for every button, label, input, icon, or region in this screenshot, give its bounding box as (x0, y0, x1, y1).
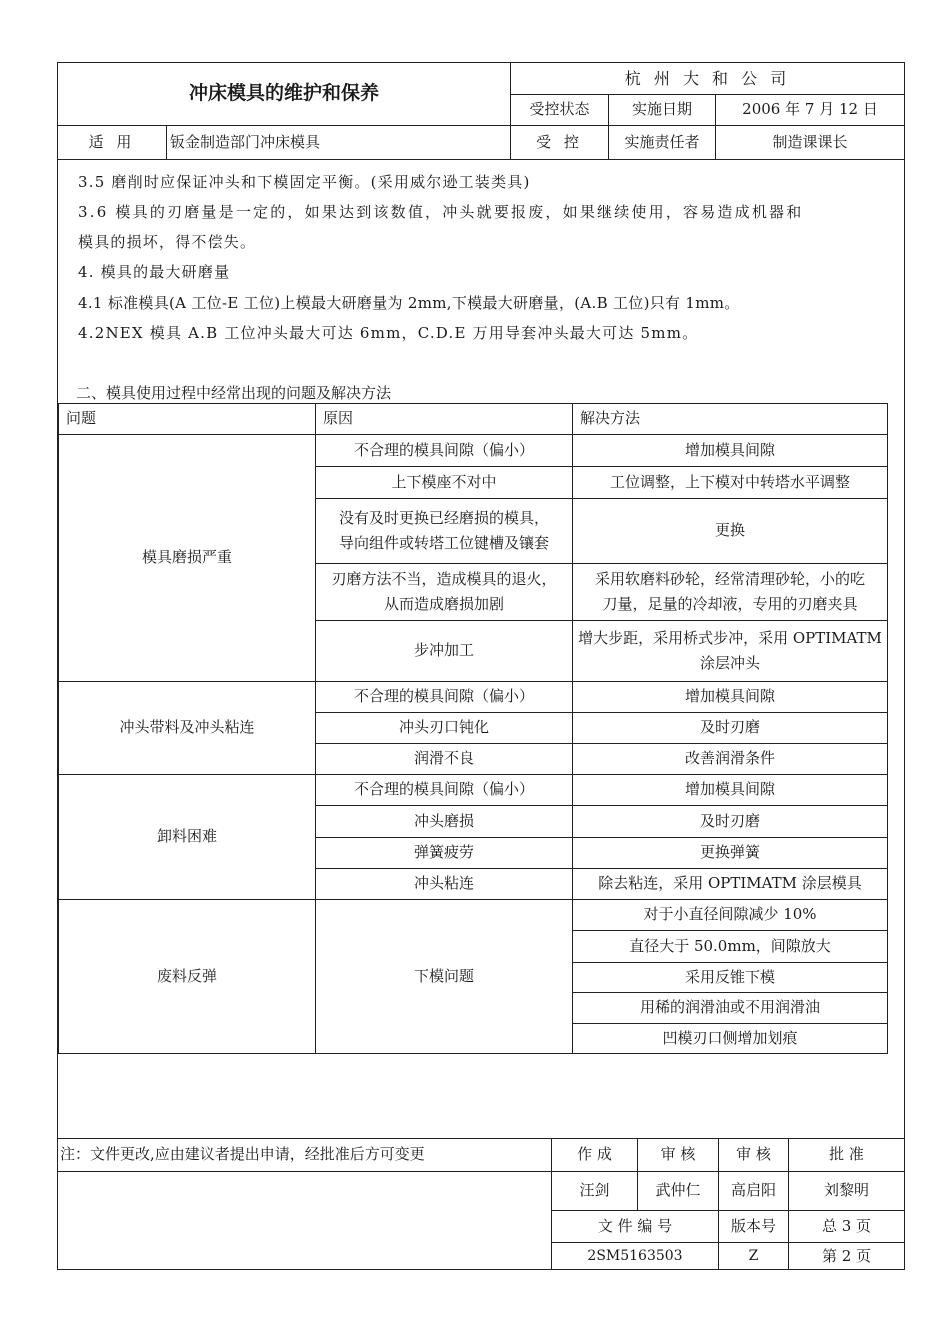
owner-value: 制造课课长 (772, 132, 848, 151)
cause-lower-die: 下模问题 (413, 967, 474, 986)
table-row: 步冲加工 (413, 641, 474, 660)
change-note: 注：文件更改,应由建议者提出申请，经批准后方可变更 (60, 1145, 425, 1164)
owner-label: 实施责任者 (624, 132, 700, 151)
role-reviewer-1: 审 核 (660, 1145, 696, 1164)
scope-label: 适 用 (88, 132, 136, 151)
table-row: 直径大于 50.0mm，间隙放大 (629, 936, 831, 955)
name-reviewer-2: 高启阳 (730, 1181, 776, 1200)
table-row: 及时刃磨 (699, 811, 760, 830)
table-row: 采用反锥下模 (684, 967, 775, 986)
table-row: 冲头刃口钝化 (398, 718, 489, 737)
table-row: 凹模刃口侧增加划痕 (662, 1029, 798, 1048)
body-line-4-1: 4.1 标准模具(A 工位-E 工位)上模最大研磨量为 2mm,下模最大研磨量，(A.B 工位)只有 1mm。 (78, 294, 740, 312)
problem-wear: 模具磨损严重 (141, 548, 232, 567)
col-header-solution: 解决方法 (580, 409, 641, 428)
table-row: 增加模具间隙 (684, 780, 775, 799)
table-row: 对于小直径间隙减少 10% (643, 905, 817, 924)
name-reviewer-1: 武仲仁 (655, 1181, 701, 1200)
effective-date-label: 实施日期 (631, 100, 692, 119)
table-row: 冲头磨损 (413, 811, 474, 830)
table-row: 及时刃磨 (699, 718, 760, 737)
table-row: 没有及时更换已经磨损的模具， 导向组件或转塔工位键槽及镶套 (338, 509, 549, 552)
page-number: 第 2 页 (821, 1246, 872, 1265)
table-row: 增大步距，采用桥式步冲，采用 OPTIMATM 涂层冲头 (578, 629, 882, 672)
body-line-3-6-cont: 模具的损坏，得不偿失。 (78, 233, 257, 251)
role-author: 作 成 (577, 1145, 612, 1164)
table-row: 不合理的模具间隙（偏小） (353, 687, 534, 706)
table-row: 增加模具间隙 (684, 440, 775, 459)
name-approver: 刘黎明 (823, 1181, 869, 1200)
problem-slug-pulling: 废料反弹 (156, 967, 217, 986)
body-line-3-5: 3.5 磨削时应保证冲头和下模固定平衡。(采用威尔逊工装类具) (78, 173, 531, 191)
table-row: 刃磨方法不当，造成模具的退火， 从而造成磨损加剧 (331, 570, 557, 613)
table-row: 除去粘连，采用 OPTIMATM 涂层模具 (598, 874, 862, 893)
version-label: 版本号 (730, 1216, 776, 1235)
table-row: 不合理的模具间隙（偏小） (353, 780, 534, 799)
section-2-title: 二、模具使用过程中经常出现的问题及解决方法 (76, 384, 392, 402)
name-author: 汪剑 (579, 1181, 610, 1200)
table-row: 采用软磨料砂轮，经常清理砂轮，小的吃 刀量，足量的冷却液，专用的刃磨夹具 (594, 570, 865, 613)
col-header-problem: 问题 (66, 409, 97, 428)
table-row: 用稀的润滑油或不用润滑油 (639, 998, 820, 1017)
company-name: 杭 州 大 和 公 司 (624, 68, 791, 88)
table-row: 改善润滑条件 (684, 749, 775, 768)
control-status-label: 受控状态 (529, 100, 590, 119)
table-row: 更换 (714, 521, 745, 540)
table-row: 更换弹簧 (699, 843, 760, 862)
effective-date-value: 2006 年 7 月 12 日 (742, 100, 878, 119)
doc-number-value: 2SM5163503 (587, 1248, 683, 1265)
table-row: 工位调整，上下模对中转塔水平调整 (609, 472, 850, 491)
scope-value: 钣金制造部门冲床模具 (170, 132, 321, 151)
body-line-3-6: 3.6 模具的刃磨量是一定的，如果达到该数值，冲头就要报废，如果继续使用，容易造成机器和 (78, 203, 804, 221)
table-row: 润滑不良 (413, 749, 474, 768)
problem-stripping: 卸料困难 (156, 827, 217, 846)
table-row: 上下模座不对中 (391, 472, 497, 491)
problem-sticking: 冲头带料及冲头粘连 (119, 718, 255, 737)
table-row: 不合理的模具间隙（偏小） (353, 440, 534, 459)
controlled-status: 受 控 (536, 132, 583, 151)
col-header-cause: 原因 (323, 409, 354, 428)
version-value: Z (748, 1248, 759, 1265)
doc-number-label: 文 件 编 号 (597, 1216, 673, 1235)
role-approver: 批 准 (829, 1145, 864, 1164)
body-line-4: 4. 模具的最大研磨量 (78, 263, 231, 281)
document-title: 冲床模具的维护和保养 (188, 82, 379, 105)
table-row: 弹簧疲劳 (413, 843, 474, 862)
table-row: 冲头粘连 (413, 874, 474, 893)
body-line-4-2: 4.2NEX 模具 A.B 工位冲头最大可达 6mm，C.D.E 万用导套冲头最大可达 5mm。 (78, 324, 699, 342)
table-row: 增加模具间隙 (684, 687, 775, 706)
total-pages: 总 3 页 (821, 1216, 872, 1235)
role-reviewer-2: 审 核 (736, 1145, 771, 1164)
